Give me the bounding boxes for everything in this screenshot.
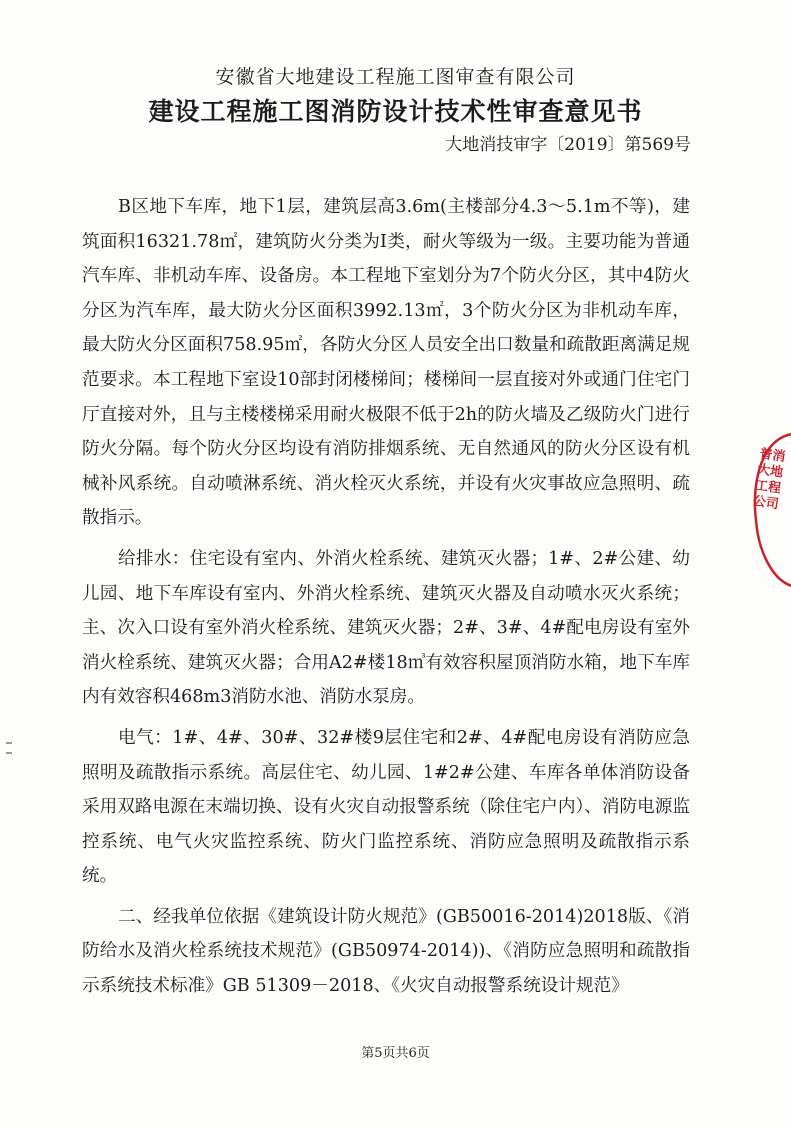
company-name: 安徽省大地建设工程施工图审查有限公司 [215,66,576,88]
paragraph-garage: B区地下车库，地下1层，建筑层高3.6m(主楼部分4.3～5.1m不等)，建筑面积16321.78㎡，建筑防火分类为Ⅰ类，耐火等级为一级。主要功能为普通汽车库、非机动车库、设备房。本工程地下室划分为7个防火分区，其中4防火分区为汽车库，最大防火分区面积3992.13㎡，3个防火分区为非机动车库，最大防火分区面积758.95㎡，各防火分区人员安全出口数量和疏散距离满足规范要求。本工程地下室设10部封闭楼梯间；楼梯间一层直接对外或通门住宅门厅直接对外，且与主楼楼梯采用耐火极限不低于2h的防火墙及乙级防火门进行防火分隔。每个防火分区均设有消防排烟系统、无自然通风的防火分区设有机械补风系统。自动喷淋系统、消火栓灭火系统，并设有火灾事故应急照明、疏散指示。 [82,197,690,529]
document-title: 建设工程施工图消防设计技术性审查意见书 [148,97,643,126]
paragraph-electrical: 电气：1#、4#、30#、32#楼9层住宅和2#、4#配电房设有消防应急照明及疏散指示系统。高层住宅、幼儿园、1#2#公建、车库各单体消防设备采用双路电源在末端切换、设有火灾自动报警系统（除住宅户内）、消防电源监控系统、电气火灾监控系统、防火门监控系统、消防应急照明及疏散指示系统。 [82,727,690,887]
seal-stamp-text: 普消大地工程公司 [751,446,787,513]
page-number: 第5页共6页 [361,1046,430,1061]
scan-mark [6,742,12,744]
paragraph-water: 给排水：住宅设有室内、外消火栓系统、建筑灭火器；1#、2#公建、幼儿园、地下车库设有室内、外消火栓系统、建筑灭火器及自动喷水灭火系统；主、次入口设有室外消火栓系统、建筑灭火器；2#、3#、4#配电房设有室外消火栓系统、建筑灭火器；合用A2#楼18㎥有效容积屋顶消防水箱，地下车库内有效容积468m3消防水池、消防水泵房。 [82,548,690,708]
seal-stamp [748,430,791,590]
document-body [82,190,690,1004]
paragraph-review-basis: 二、经我单位依据《建筑设计防火规范》(GB50016-2014)2018版、《消防给水及消火栓系统技术规范》(GB50974-2014))、《消防应急照明和疏散指示系统技术标准》GB 51309－2018、《火灾自动报警系统设计规范》 [82,906,690,997]
scan-mark [6,752,12,754]
reference-number: 大地消技审字〔2019〕第569号 [445,135,691,155]
